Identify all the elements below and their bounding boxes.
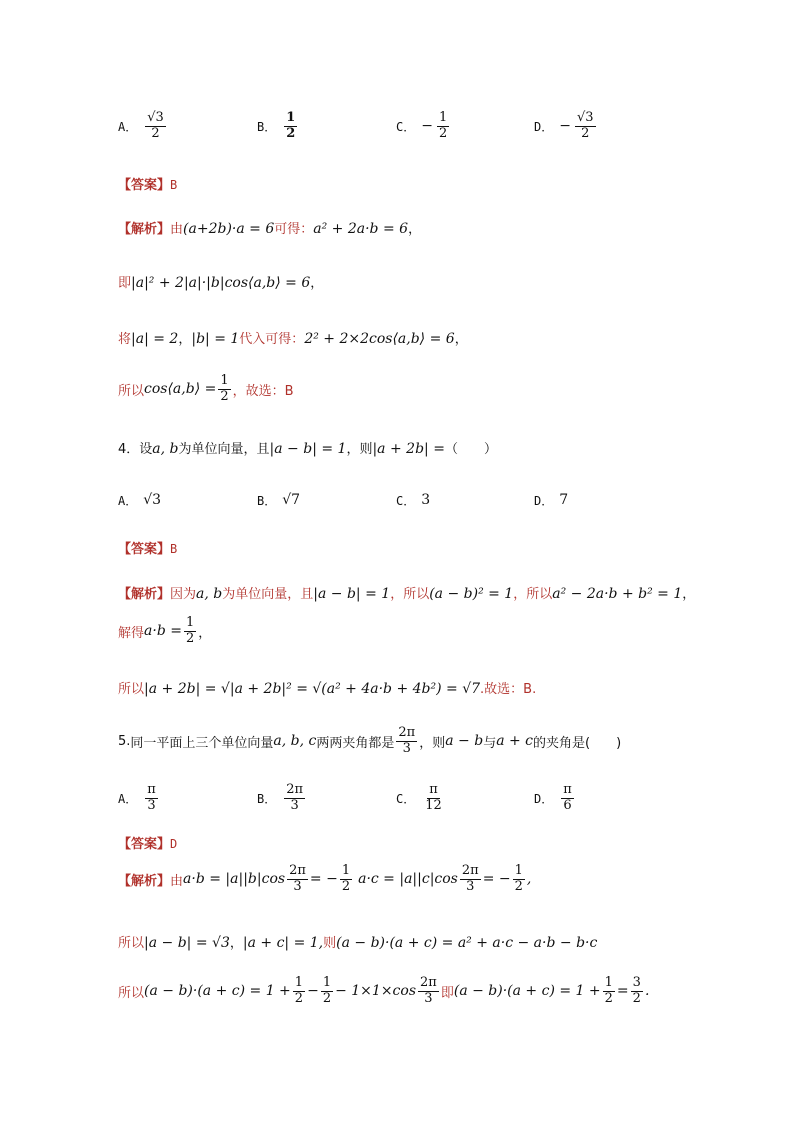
analysis-1-line-1: 【解析】由(a+2b)·a = 6可得：a² + 2a·b = 6， <box>118 221 422 237</box>
fraction: $\frac{\pi}{3}$ <box>147 781 156 813</box>
analysis-2-line-1: 【解析】因为a, b为单位向量，且|a − b| = 1，所以(a − b)² = 1，所以a² − 2a·b + b² = 1， <box>118 586 696 602</box>
option-d: D． 7 <box>534 492 569 508</box>
fraction: $\frac{2\pi}{3}$ <box>420 975 437 1006</box>
prev-question-options <box>118 104 718 148</box>
option-a: A． $\frac{√3}{2}$ <box>118 109 164 141</box>
fraction: $\frac{1}{2}$ <box>322 975 332 1006</box>
fraction: $\frac{√3}{2}$ <box>147 109 164 141</box>
analysis-3-line-3: 所以 (a − b)·(a + c) = 1 + $\frac{1}{2}$ − $\frac{1}{2}$ − 1×1×cos $\frac{2\pi}{3}$ 即 (a − b)·(a + c) = 1 + $\frac{1}{2}$ = $\frac{3}{2}$ . <box>118 975 650 1006</box>
answer-3: 【答案】D <box>118 837 178 852</box>
analysis-3-line-2: 所以|a − b| = √3，|a + c| = 1,则(a − b)·(a + c) = a² + a·c − a·b − b·c <box>118 935 598 951</box>
analysis-3-line-1: 【解析】 由 a·b = |a||b|cos $\frac{2\pi}{3}$ = − $\frac{1}{2}$ a·c = |a||c|cos $\frac{2\pi}{3}$ = − $\frac{1}{2}$ , <box>118 863 532 894</box>
fraction: $\frac{\pi}{12}$ <box>425 781 442 813</box>
question-5-options <box>118 776 718 820</box>
fraction: $\frac{3}{2}$ <box>632 975 641 1006</box>
answer-1: 【答案】B <box>118 178 178 193</box>
fraction: $\frac{1}{2}$ <box>220 373 229 404</box>
fraction: $\frac{1}{2}$ <box>341 863 351 894</box>
option-b: B． $\frac{1}{2}$ <box>257 109 296 141</box>
option-b: B． √7 <box>257 492 301 508</box>
analysis-1-line-4: 所以 cos⟨a,b⟩ = $\frac{1}{2}$ ，故选：B <box>118 373 294 404</box>
option-a: A． $\frac{\pi}{3}$ <box>118 781 156 813</box>
fraction: $\frac{1}{2}$ <box>185 615 195 646</box>
question-4-options <box>118 478 718 522</box>
fraction: $\frac{\pi}{6}$ <box>563 781 572 813</box>
fraction: $\frac{1}{2}$ <box>294 975 304 1006</box>
fraction: $\frac{1}{2}$ <box>514 863 523 894</box>
fraction: $\frac{√3}{2}$ <box>576 109 594 141</box>
fraction: $\frac{2\pi}{3}$ <box>286 781 304 813</box>
option-d: D． $\frac{\pi}{6}$ <box>534 781 572 813</box>
option-b: B． $\frac{2\pi}{3}$ <box>257 781 304 813</box>
fraction: $\frac{1}{2}$ <box>604 975 613 1006</box>
option-c: C． 3 <box>396 492 431 508</box>
question-5: 5. 同一平面上三个单位向量 a, b, c 两两夹角都是 $\frac{2\pi}{3}$ ，则 a − b 与 a + c 的夹角是( ) <box>118 725 622 756</box>
analysis-2-line-2: 解得 a·b = $\frac{1}{2}$ ， <box>118 615 212 646</box>
fraction: $\frac{2\pi}{3}$ <box>398 725 416 756</box>
answer-2: 【答案】B <box>118 542 178 557</box>
analysis-2-line-3: 所以|a + 2b| = √|a + 2b|² = √(a² + 4a·b + 4b²) = √7.故选：B. <box>118 681 537 697</box>
option-c: C． $\frac{\pi}{12}$ <box>396 781 442 813</box>
fraction: $\frac{1}{2}$ <box>286 109 296 141</box>
fraction: $\frac{2\pi}{3}$ <box>289 863 306 894</box>
fraction: $\frac{1}{2}$ <box>438 109 448 141</box>
option-d: D． − $\frac{√3}{2}$ <box>534 109 594 141</box>
option-c: C． − $\frac{1}{2}$ <box>396 109 448 141</box>
analysis-1-line-2: 即|a|² + 2|a|·|b|cos⟨a,b⟩ = 6， <box>118 275 324 291</box>
option-a: A． √3 <box>118 492 162 508</box>
analysis-1-line-3: 将|a| = 2，|b| = 1代入可得：2² + 2×2cos⟨a,b⟩ = 6， <box>118 331 468 347</box>
question-4: 4．设a, b为单位向量，且|a − b| = 1，则|a + 2b| =（ ） <box>118 441 497 457</box>
fraction: $\frac{2\pi}{3}$ <box>461 863 479 894</box>
